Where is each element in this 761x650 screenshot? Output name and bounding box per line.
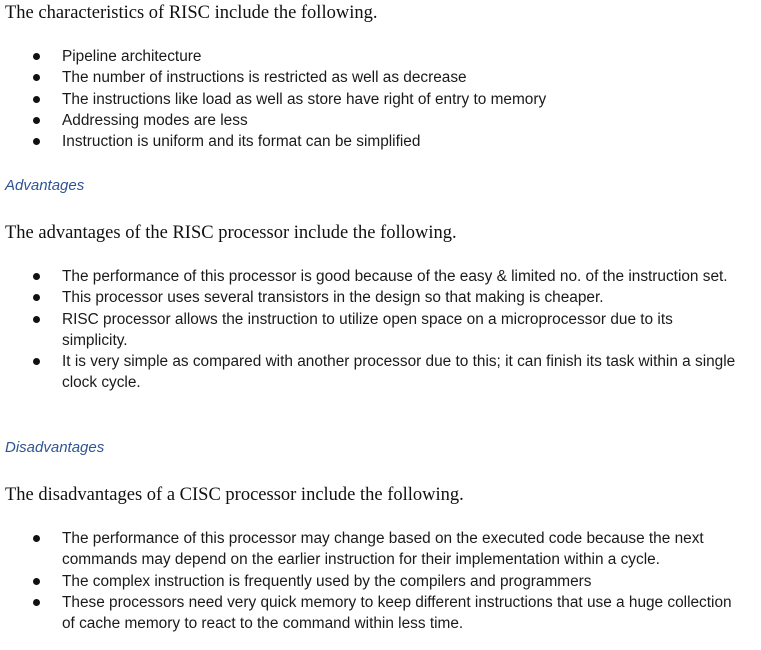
bullet-icon — [33, 294, 40, 301]
bullet-icon — [33, 96, 40, 103]
list-item-text: The number of instructions is restricted as well as decrease — [62, 69, 467, 87]
bullet-icon — [33, 117, 40, 124]
characteristics-list — [0, 46, 761, 152]
disadvantages-intro: The disadvantages of a CISC processor include the following. — [5, 485, 464, 505]
list-item — [0, 89, 740, 110]
disadvantages-heading: Disadvantages — [5, 439, 105, 456]
list-item — [0, 528, 740, 571]
bullet-icon — [33, 138, 40, 145]
list-item-text: These processors need very quick memory to keep different instructions that use a huge collection of cache memory to react to the command within less time. — [62, 593, 732, 633]
bullet-icon — [33, 535, 40, 542]
list-item — [0, 67, 740, 88]
bullet-icon — [33, 578, 40, 585]
list-item-text: The performance of this processor is good because of the easy & limited no. of the instruction set. — [62, 268, 728, 285]
list-item — [0, 592, 740, 635]
bullet-icon — [33, 316, 40, 323]
list-item-text: It is very simple as compared with another processor due to this; it can finish its task within a single clock cycle. — [62, 353, 736, 392]
list-item-text: The performance of this processor may change based on the executed code because the next commands may depend on the earlier instruction for their implementation within a cycle. — [62, 530, 704, 569]
list-item-text: The instructions like load as well as store have right of entry to memory — [62, 90, 547, 108]
list-item — [0, 287, 740, 308]
list-item — [0, 131, 740, 152]
bullet-icon — [33, 358, 40, 365]
list-item-text: This processor uses several transistors in the design so that making is cheaper. — [62, 289, 604, 307]
disadvantages-list — [0, 528, 761, 634]
bullet-icon — [33, 74, 40, 81]
list-item — [0, 309, 740, 352]
advantages-list — [0, 266, 761, 394]
list-item — [0, 110, 740, 131]
list-item-text: Instruction is uniform and its format can be simplified — [62, 133, 421, 151]
list-item — [0, 571, 740, 592]
list-item-text: Addressing modes are less — [62, 111, 248, 129]
advantages-intro: The advantages of the RISC processor include the following. — [5, 223, 457, 243]
list-item-text: Pipeline architecture — [62, 48, 202, 65]
list-item-text: RISC processor allows the instruction to utilize open space on a microprocessor due to its simplicity. — [62, 310, 673, 349]
advantages-heading: Advantages — [5, 177, 85, 194]
list-item-text: The complex instruction is frequently used by the compilers and programmers — [62, 572, 592, 590]
bullet-icon — [33, 599, 40, 606]
bullet-icon — [33, 53, 40, 60]
list-item — [0, 46, 740, 67]
list-item — [0, 351, 740, 394]
list-item — [0, 266, 740, 287]
characteristics-intro: The characteristics of RISC include the following. — [5, 3, 378, 23]
bullet-icon — [33, 273, 40, 280]
